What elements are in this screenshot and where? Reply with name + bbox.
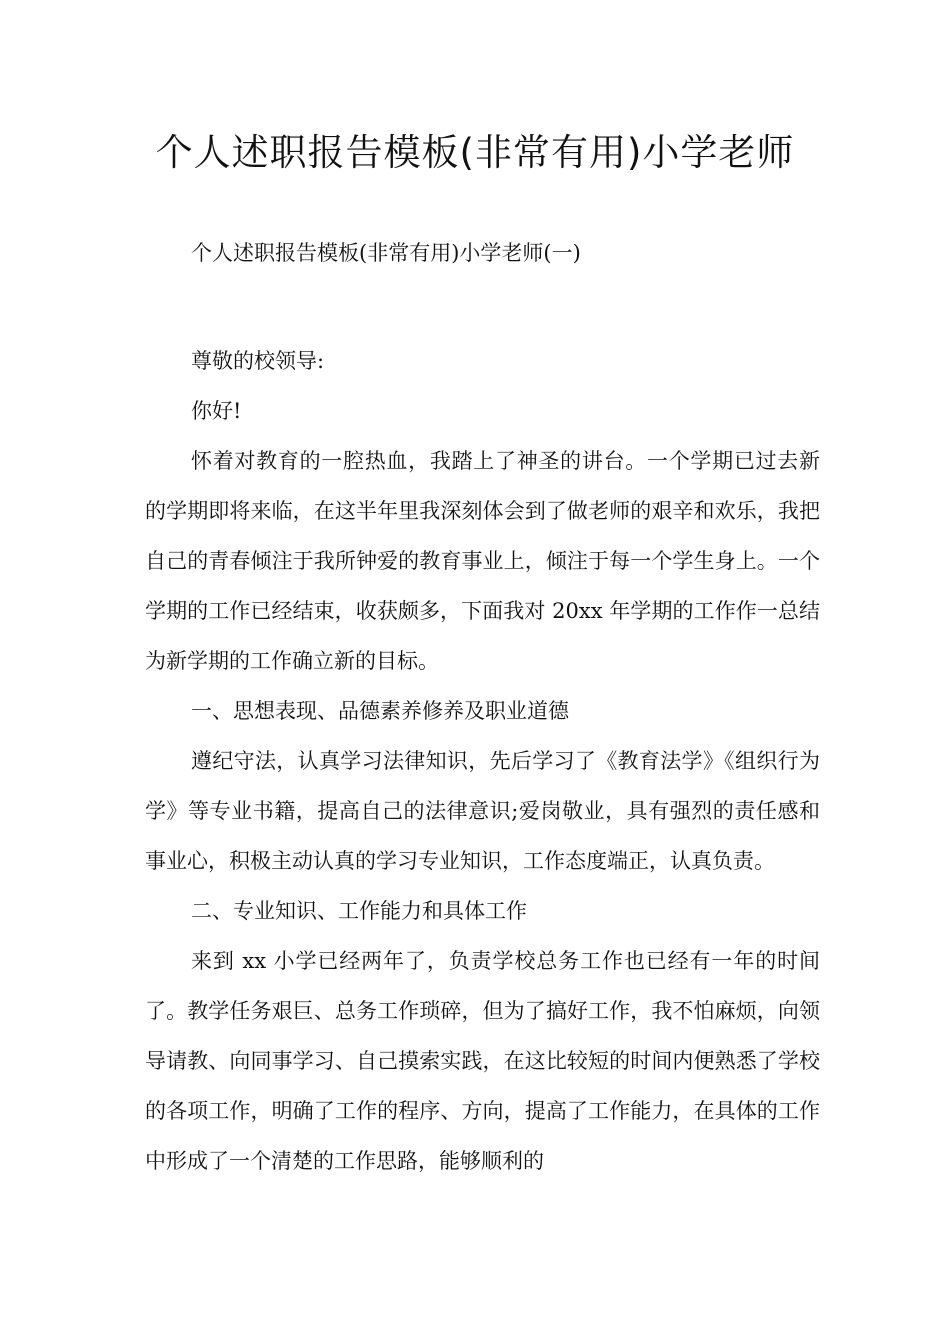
document-body xyxy=(145,228,820,1186)
document-subtitle: 个人述职报告模板(非常有用)小学老师(一) xyxy=(191,241,581,265)
section-heading-1: 一、思想表现、品德素养修养及职业道德 xyxy=(191,699,569,723)
paragraph-ethics: 遵纪守法，认真学习法律知识，先后学习了《教育法学》《组织行为学》等专业书籍，提高自己的法律意识;爱岗敬业，具有强烈的责任感和事业心，积极主动认真的学习专业知识，工作态度端正，认真负责。 xyxy=(145,749,820,873)
section-heading-2: 二、专业知识、工作能力和具体工作 xyxy=(191,899,527,923)
spacer xyxy=(145,278,820,336)
salutation: 尊敬的校领导: xyxy=(191,349,325,373)
paragraph-intro: 怀着对教育的一腔热血，我踏上了神圣的讲台。一个学期已过去新的学期即将来临，在这半年里我深刻体会到了做老师的艰辛和欢乐，我把自己的青春倾注于我所钟爱的教育事业上，倾注于每一个学生身上。一个学期的工作已经结束，收获颇多，下面我对 20xx 年学期的工作作一总结为新学期的工作确立新的目标。 xyxy=(145,449,820,673)
paragraph-work: 来到 xx 小学已经两年了，负责学校总务工作也已经有一年的时间了。教学任务艰巨、总务工作琐碎，但为了搞好工作，我不怕麻烦，向领导请教、向同事学习、自己摸索实践，在这比较短的时间内便熟悉了学校的各项工作，明确了工作的程序、方向，提高了工作能力，在具体的工作中形成了一个清楚的工作思路，能够顺利的 xyxy=(145,949,820,1173)
document-title: 个人述职报告模板(非常有用)小学老师 xyxy=(155,131,795,174)
greeting: 你好! xyxy=(191,399,242,423)
